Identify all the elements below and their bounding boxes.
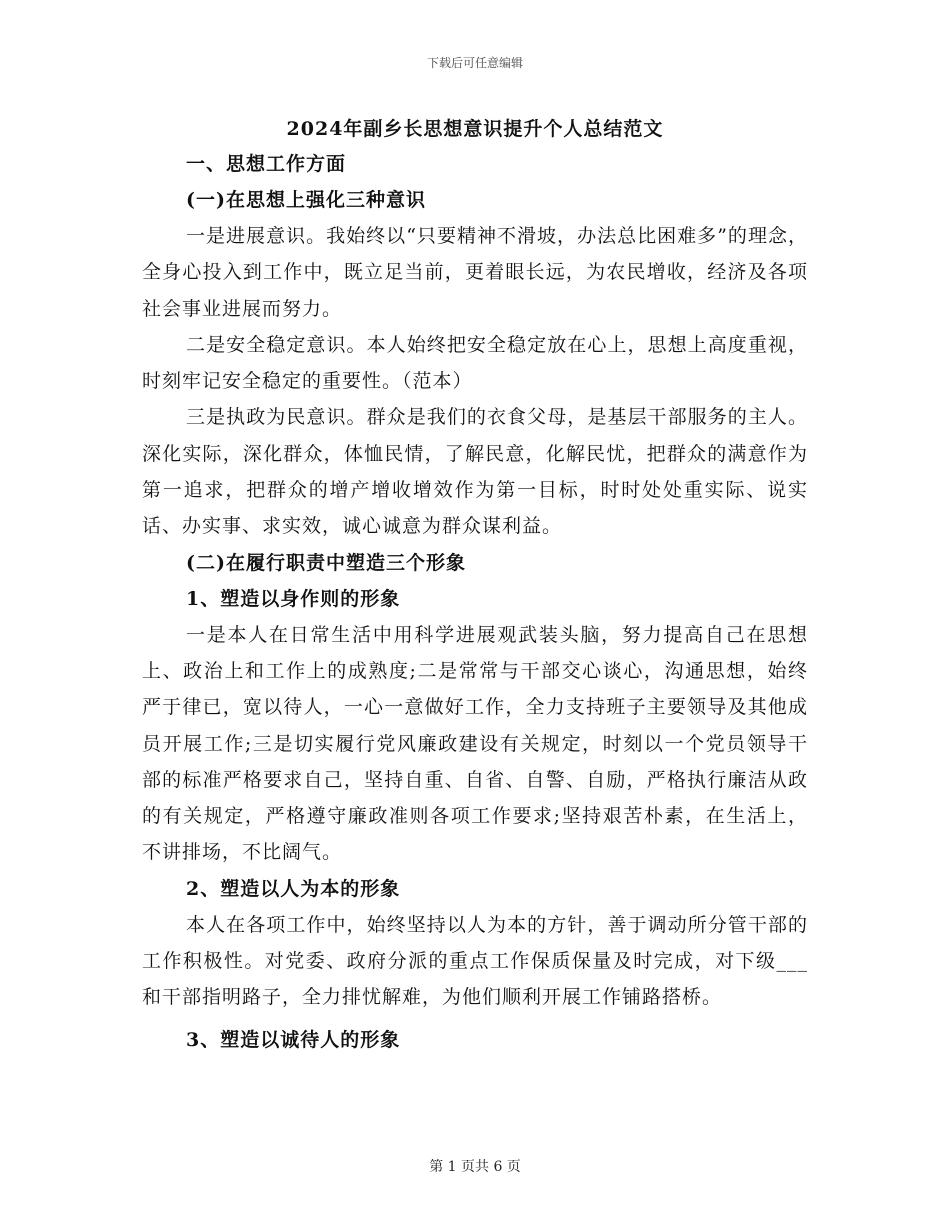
paragraph-governance-awareness: 三是执政为民意识。群众是我们的衣食父母，是基层干部服务的主人。深化实际，深化群众，体恤民情，了解民意，化解民忧，把群众的满意作为第一追求，把群众的增产增收增效作为第一目标，时时处处重实际、说实话、办实事、求实效，诚心诚意为群众谋利益。 — [142, 406, 808, 538]
section-heading-1: 一、思想工作方面 — [186, 153, 347, 175]
paragraph-development-awareness: 一是进展意识。我始终以“只要精神不滑坡，办法总比困难多”的理念，全身心投入到工作中，既立足当前，更着眼长远，为农民增收，经济及各项社会事业进展而努力。 — [142, 225, 808, 320]
header-note: 下载后可任意编辑 — [426, 56, 523, 70]
document-title: 2024年副乡长思想意识提升个人总结范文 — [286, 118, 664, 140]
page-number: 第 1 页共 6 页 — [429, 1159, 521, 1175]
document-body — [142, 146, 808, 1058]
paragraph-people-oriented: 本人在各项工作中，始终坚持以人为本的方针，善于调动所分管干部的工作积极性。对党委、政府分派的重点工作保质保量及时完成，对下级___和干部指明路子，全力排忧解难，为他们顺利开展工作铺路搭桥。 — [142, 913, 808, 1009]
item-heading-1: 1、塑造以身作则的形象 — [186, 587, 401, 610]
paragraph-safety-awareness: 二是安全稳定意识。本人始终把安全稳定放在心上，思想上高度重视，时刻牢记安全稳定的重要性。（范本） — [142, 333, 808, 393]
subsection-heading-1: (一)在思想上强化三种意识 — [186, 189, 426, 211]
item-heading-2: 2、塑造以人为本的形象 — [186, 877, 401, 900]
paragraph-lead-by-example: 一是本人在日常生活中用科学进展观武装头脑，努力提高自己在思想上、政治上和工作上的成熟度;二是常常与干部交心谈心，沟通思想，始终严于律已，宽以待人，一心一意做好工作，全力支持班子主要领导及其他成员开展工作;三是切实履行党风廉政建设有关规定，时刻以一个党员领导干部的标准严格要求自己，坚持自重、自省、自警、自励，严格执行廉洁从政的有关规定，严格遵守廉政准则各项工作要求;坚持艰苦朴素，在生活上，不讲排场，不比阔气。 — [142, 623, 808, 864]
subsection-heading-2: (二)在履行职责中塑造三个形象 — [186, 551, 466, 574]
item-heading-3: 3、塑造以诚待人的形象 — [186, 1028, 401, 1051]
